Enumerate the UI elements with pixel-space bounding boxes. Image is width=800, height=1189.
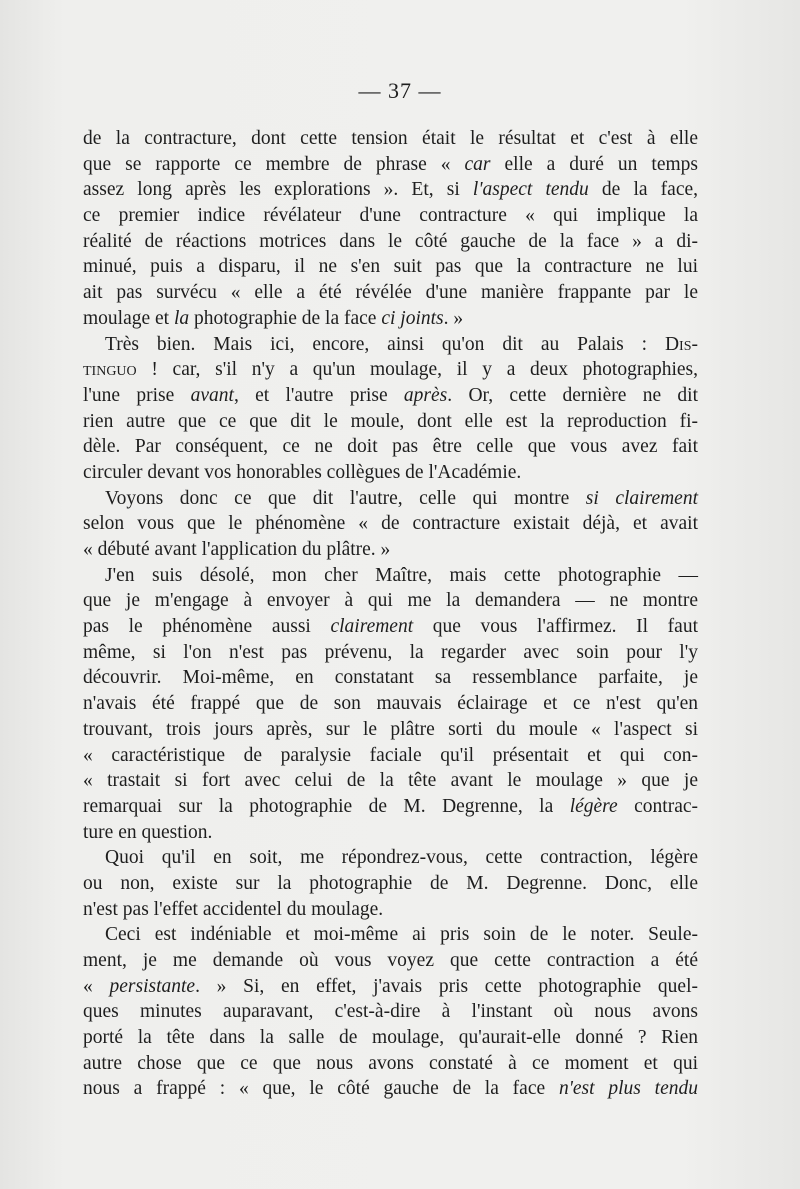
text-line: circuler devant vos honorables collègues de l'Académie.: [83, 461, 522, 483]
text-line: selon vous que le phénomène « de contracture existait déjà, et avait: [83, 513, 698, 535]
text-line: même, si l'on n'est pas prévenu, la regarder avec soin pour l'y: [83, 641, 698, 663]
text-line: ce premier indice révélateur d'une contracture « qui implique la: [83, 205, 698, 227]
text-line: porté la tête dans la salle de moulage, qu'aurait-elle donné ? Rien: [83, 1027, 698, 1049]
text-line: réalité de réactions motrices dans le côté gauche de la face » a di-: [83, 230, 698, 252]
text-line: nous a frappé : « que, le côté gauche de la face n'est plus tendu: [83, 1078, 698, 1100]
text-line: l'une prise avant, et l'autre prise après. Or, cette dernière ne dit: [83, 384, 698, 406]
text-line: ture en question.: [83, 821, 213, 843]
text-line: J'en suis désolé, mon cher Maître, mais cette photographie —: [105, 564, 698, 586]
text-line: n'est pas l'effet accidentel du moulage.: [83, 898, 384, 920]
text-line: ment, je me demande où vous voyez que cette contraction a été: [83, 950, 698, 971]
text-line: Très bien. Mais ici, encore, ainsi qu'on dit au Palais : Dis-: [105, 333, 698, 355]
text-line: « persistante. » Si, en effet, j'avais pris cette photographie quel-: [83, 975, 698, 997]
text-line: ou non, existe sur la photographie de M. Degrenne. Donc, elle: [83, 872, 698, 894]
text-line: « caractéristique de paralysie faciale qu'il présentait et qui con-: [83, 744, 698, 766]
text-line: ques minutes auparavant, c'est-à-dire à l'instant où nous avons: [83, 1001, 698, 1023]
text-line: Voyons donc ce que dit l'autre, celle qui montre si clairement: [105, 487, 699, 509]
text-line: ait pas survécu « elle a été révélée d'une manière frappante par le: [83, 282, 698, 304]
text-line: « trastait si fort avec celui de la tête avant le moulage » que je: [83, 770, 698, 792]
text-line: tinguo ! car, s'il n'y a qu'un moulage, il y a deux photographies,: [83, 359, 698, 381]
text-line: n'avais été frappé que de son mauvais éclairage et ce n'est qu'en: [83, 693, 698, 715]
page-number: — 37 —: [358, 78, 442, 103]
text-line: rien autre que ce que dit le moule, dont elle est la reproduction fi-: [83, 410, 698, 432]
text-line: pas le phénomène aussi clairement que vous l'affirmez. Il faut: [83, 616, 698, 638]
body-text: [83, 126, 698, 1102]
text-line: trouvant, trois jours après, sur le plâtre sorti du moule « l'aspect si: [83, 718, 698, 740]
text-line: assez long après les explorations ». Et, si l'aspect tendu de la face,: [83, 179, 699, 201]
text-line: « débuté avant l'application du plâtre. »: [83, 539, 391, 560]
text-line: que se rapporte ce membre de phrase « car elle a duré un temps: [83, 153, 698, 175]
text-line: Quoi qu'il en soit, me répondrez-vous, cette contraction, légère: [105, 847, 698, 869]
text-line: minué, puis a disparu, il ne s'en suit pas que la contracture ne lui: [83, 256, 698, 278]
text-line: autre chose que ce que nous avons constaté à ce moment et qui: [83, 1052, 698, 1074]
text-line: remarquai sur la photographie de M. Degrenne, la légère contrac-: [83, 795, 698, 817]
text-line: Ceci est indéniable et moi-même ai pris soin de le noter. Seule-: [105, 924, 698, 946]
text-line: que je m'engage à envoyer à qui me la demandera — ne montre: [83, 590, 698, 612]
text-line: dèle. Par conséquent, ce ne doit pas être celle que vous avez fait: [83, 436, 698, 458]
text-line: de la contracture, dont cette tension était le résultat et c'est à elle: [83, 128, 698, 149]
text-line: découvrir. Moi-même, en constatant sa ressemblance parfaite, je: [83, 667, 698, 689]
text-line: moulage et la photographie de la face ci joints. »: [83, 307, 464, 329]
